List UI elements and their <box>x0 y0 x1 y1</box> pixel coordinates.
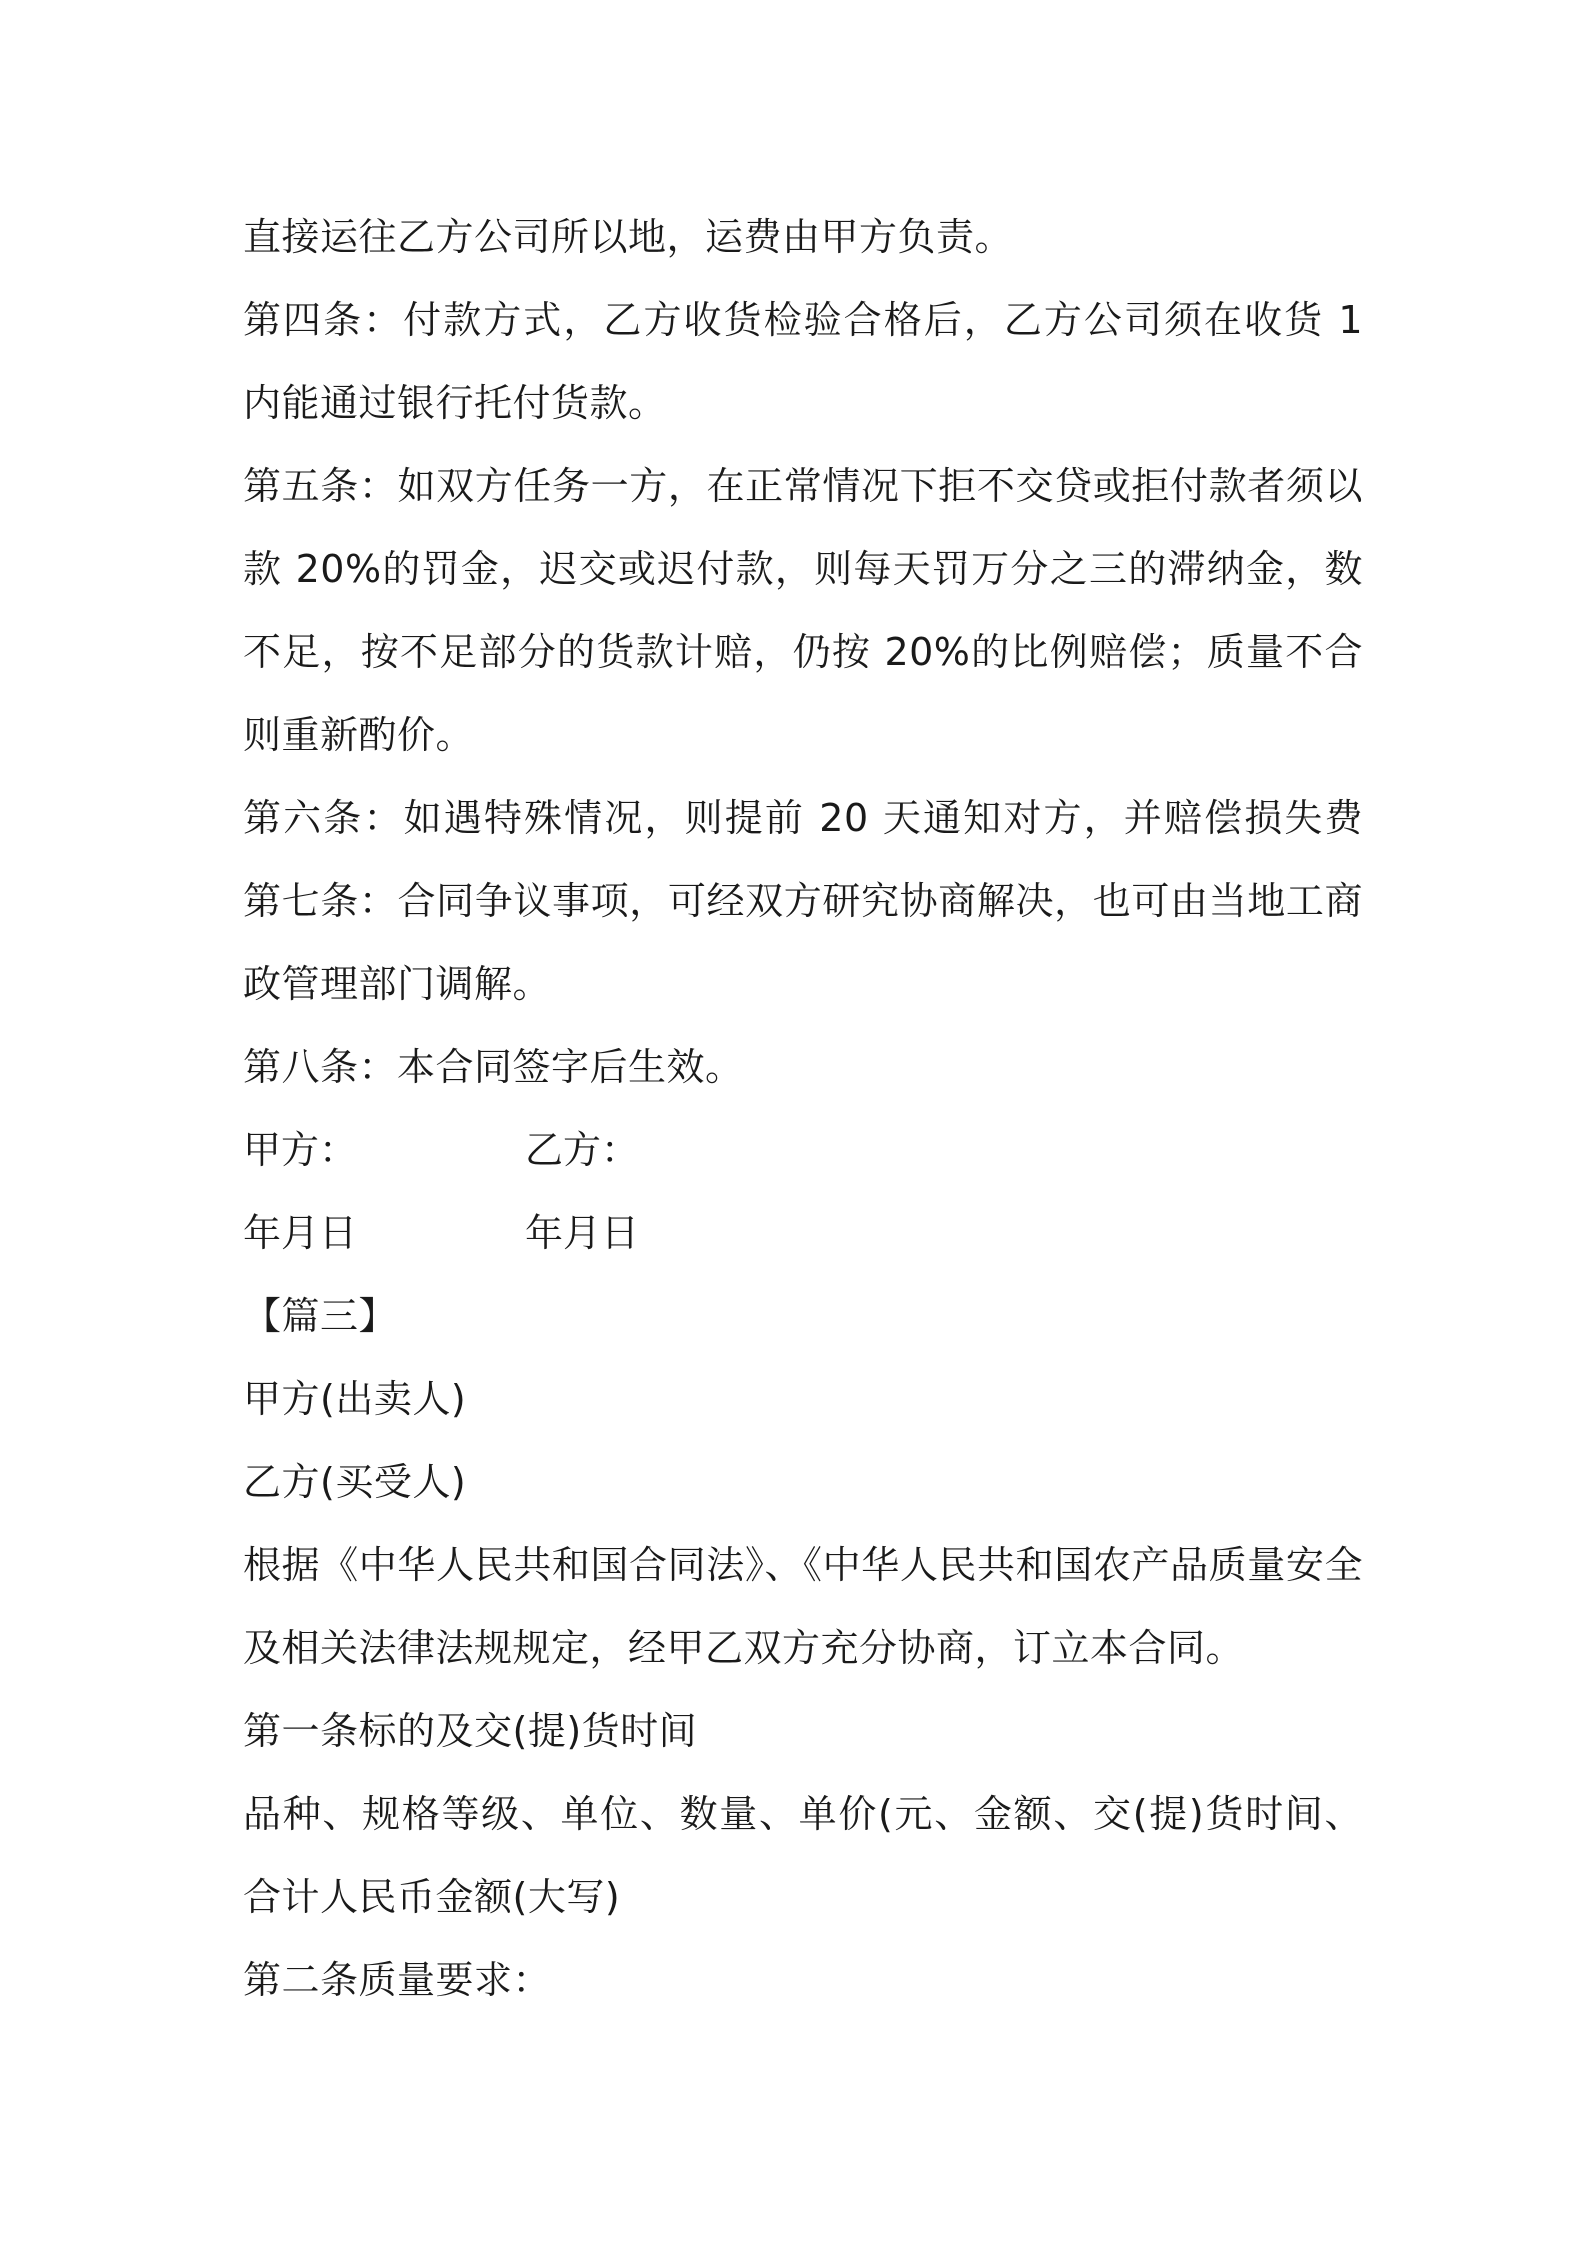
text-line: 及相关法律法规规定，经甲乙双方充分协商，订立本合同。 <box>243 1626 1245 1670</box>
text-line: 第五条：如双方任务一方，在正常情况下拒不交贷或拒付款者须以 <box>243 464 1363 508</box>
text-line: 根据《中华人民共和国合同法》、《中华人民共和国农产品质量安全 <box>243 1543 1363 1587</box>
text-line: 政管理部门调解。 <box>243 962 552 1006</box>
text-line: 合计人民币金额(大写) <box>243 1875 621 1919</box>
text-line: 乙方(买受人) <box>243 1460 467 1504</box>
section-heading: 【篇三】 <box>243 1294 398 1338</box>
party-b-label: 乙方： <box>525 1128 640 1172</box>
text-line: 第六条：如遇特殊情况，则提前 20 天通知对方，并赔偿损失费 <box>243 796 1363 840</box>
text-line: 则重新酌价。 <box>243 713 475 757</box>
date-right: 年月日 <box>525 1211 640 1255</box>
party-a-label: 甲方： <box>243 1128 358 1172</box>
signature-row <box>243 1109 1363 1192</box>
text-line: 甲方(出卖人) <box>243 1377 467 1421</box>
text-line: 品种、规格等级、单位、数量、单价(元、金额、交(提)货时间、 <box>243 1792 1363 1836</box>
text-line: 款 20%的罚金，迟交或迟付款，则每天罚万分之三的滞纳金，数 <box>243 547 1363 591</box>
document-body <box>243 196 1363 2022</box>
text-line: 第二条质量要求： <box>243 1958 552 2002</box>
text-line: 第一条标的及交(提)货时间 <box>243 1709 698 1753</box>
text-line: 第八条：本合同签字后生效。 <box>243 1045 744 1089</box>
text-line: 不足，按不足部分的货款计赔，仍按 20%的比例赔偿；质量不合 <box>243 630 1363 674</box>
date-row <box>243 1192 1363 1275</box>
date-left: 年月日 <box>243 1211 358 1255</box>
text-line: 第四条：付款方式，乙方收货检验合格后，乙方公司须在收货 1 <box>243 298 1363 342</box>
text-line: 直接运往乙方公司所以地，运费由甲方负责。 <box>243 215 1014 259</box>
text-line: 第七条：合同争议事项，可经双方研究协商解决，也可由当地工商 <box>243 879 1363 923</box>
text-line: 内能通过银行托付货款。 <box>243 381 667 425</box>
